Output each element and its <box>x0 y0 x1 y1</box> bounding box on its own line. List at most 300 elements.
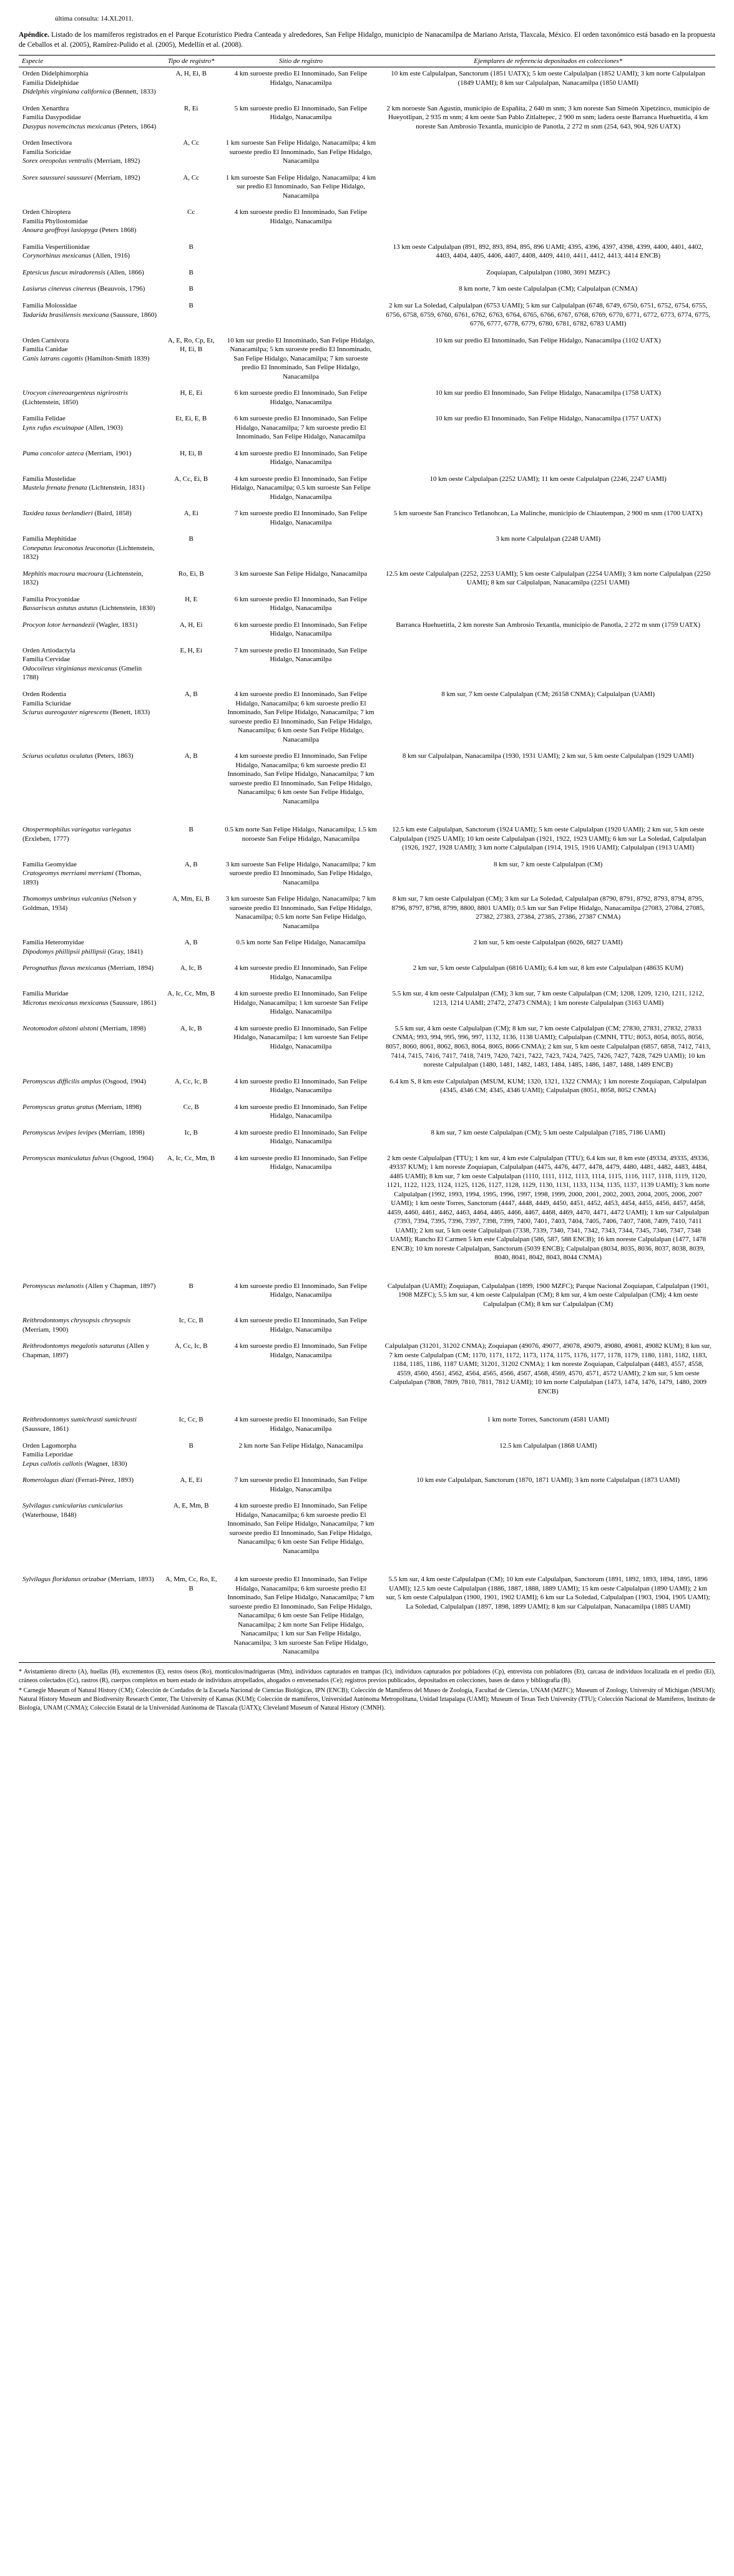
species-cell <box>19 858 162 893</box>
record-type-cell: A, Ic, Cc, Mm, B <box>167 1154 215 1162</box>
scientific-name: Didelphis virginiana californica <box>22 88 111 96</box>
species-record-row <box>19 1268 715 1315</box>
species-record-row <box>19 1340 715 1402</box>
species-record-row <box>19 137 715 172</box>
taxon-group-label: Familia Vespertilionidae <box>22 243 90 251</box>
species-name: Anoura geoffroyi lasiopyga (Peters 1868) <box>22 226 137 235</box>
species-record-row <box>19 1022 715 1075</box>
species-record-row <box>19 1152 715 1268</box>
col-header-sitio-de-registro: Sitio de registro <box>221 56 381 67</box>
taxon-group-label: Familia Mephitidae <box>22 535 77 543</box>
scientific-name: Microtus mexicanus mexicanus <box>22 999 109 1007</box>
species-name: Lynx rufus escuinapae (Allen, 1903) <box>22 424 123 432</box>
site-cell: 4 km suroeste predio El Innominado, San Felipe Hidalgo, Nanacamilpa <box>234 1077 368 1095</box>
species-cell <box>19 1126 162 1152</box>
record-type-cell: A, B <box>184 860 198 868</box>
scientific-name: Cratogeomys merriami merriami <box>22 869 114 878</box>
species-cell <box>19 299 162 334</box>
scientific-name: Perognathus flavus mexicanus <box>22 964 107 972</box>
specimens-cell <box>381 644 715 688</box>
species-name: Cratogeomys merriami merriami (Thomas, 1893) <box>22 869 142 886</box>
specimens-cell: 2 km oeste Calpulalpan (TTU); 1 km sur, 4 km este Calpulalpan (TTU); 6.4 km sur, 8 km este (49334, 49335, 49336, 49337 KUM); 1 km noreste Zoquiapan, Calpulalpan (4475, 4476, 4477, 4478, 4479, 4480, 4481, 4482, 4483, 4484, 4485 UAMI); 8 km sur, 7 km oeste Calpulalpan (1110, 1111, 1112, 1113, 1114, 1115, 1116, 1117, 1118, 1119, 1120, 1121, 1122, 1123, 1124, 1125, 1126, 1127, 1128, 1129, 1130, 1131, 1133, 1134, 1135, 1137, 1139 UAMI); 3 km norte Calpulalpan (1992, 1993, 1994, 1995, 1996, 1997, 1998, 1999, 2000, 2001, 2002, 2003, 2004, 2005, 2006, 2007 UAMI); 1 km oeste Torres, Sanctorum (4447, 4448, 4449, 4450, 4451, 4452, 4453, 4454, 4455, 4456, 4457, 4458, 4459, 4460, 4461, 4462, 4463, 4464, 4465, 4466, 4467, 4468, 4469, 4470, 4471, 4472 UAMI); 1 km sur Calpulalpan (7393, 7394, 7395, 7396, 7397, 7398, 7399, 7400, 7401, 7403, 7404, 7405, 7406, 7407, 7408, 7409, 7410, 7411 UAMI); 2 km sur, 5 km oeste Calpulalpan (7338, 7339, 7340, 7341, 7342, 7343, 7344, 7345, 7346, 7347, 7348 UAMI); Rancho El Carmen 5 km este Calpulalpan (586, 587, 588 ENCB); 16 km noreste Calpulalpan (1477, 1478 ENCB); 10 km noreste Calpulalpan, Sanctorum (5039 ENCB); Calpulalpan (8034, 8035, 8036, 8037, 8038, 8039, 8040, 8041, 8042, 8043, 8044 CNMA) <box>386 1154 710 1262</box>
species-name: Bassariscus astutus astutus (Lichtenstein, 1830) <box>22 604 155 613</box>
record-type-cell: Cc <box>187 208 195 216</box>
specimens-cell: 12.5 km oeste Calpulalpan (2252, 2253 UAMI); 5 km oeste Calpulalpan (2254 UAMI); 3 km norte Calpulalpan (2250 UAMI); 8 km sur Calpulalpan, Nanacamilpa (2251 UAMI) <box>386 569 711 587</box>
taxon-group-label: Familia Phyllostomidae <box>22 217 88 225</box>
species-name: Neotomodon alstoni alstoni (Merriam, 1898) <box>22 1024 146 1032</box>
site-cell: 4 km suroeste predio El Innominado, San Felipe Hidalgo, Nanacamilpa <box>234 208 368 225</box>
record-type-cell: A, Mm, Cc, Ro, E, B <box>165 1576 217 1592</box>
species-name: Dipodomys phillipsii phillipsii (Gray, 1841) <box>22 947 143 956</box>
specimens-cell: Zoquiapan, Calpulalpan (1080, 3691 MZFC) <box>486 268 610 276</box>
species-name: Perognathus flavus mexicanus (Merriam, 1894) <box>22 964 154 972</box>
mammal-records-table <box>19 55 715 1663</box>
specimens-cell: 10 km este Calpulalpan, Sanctorum (1851 UATX); 5 km oeste Calpulalpan (1852 UAMI); 3 km norte Calpulalpan (1849 UAMI); 8 km sur Calpulalpan, Nanacamilpa (1850 UAMI) <box>391 70 706 87</box>
taxon-group-label: Orden Insectivora <box>22 139 72 147</box>
species-record-row <box>19 593 715 619</box>
site-cell: 4 km suroeste predio El Innominado, San Felipe Hidalgo, Nanacamilpa <box>234 1128 368 1146</box>
record-type-cell: B <box>188 535 193 543</box>
table-body <box>19 67 715 1663</box>
species-record-row <box>19 67 715 102</box>
appendix-caption-label: Apéndice. <box>19 31 49 39</box>
site-cell <box>221 533 381 568</box>
specimens-cell: 5.5 km sur, 4 km oeste Calpulalpan (CM); 3 km sur, 7 km oeste Calpulalpan (CM; 1208, 1209, 1210, 1211, 1212, 1213, 1214 UAMI; 27472, 27473 CNMA); 1 km noreste Calpulalpan (3163 UAMI) <box>392 990 704 1007</box>
species-name: Otospermophilus variegatus variegatus (Erxleben, 1777) <box>22 826 132 843</box>
scientific-name: Peromyscus maniculatus fulvus <box>22 1154 109 1162</box>
specimens-cell <box>381 172 715 206</box>
species-name: Corynorhinus mexicanus (Allen, 1916) <box>22 252 130 260</box>
scientific-name: Otospermophilus variegatus variegatus <box>22 826 132 834</box>
appendix-caption-text: Listado de los mamíferos registrados en el Parque Ecoturístico Piedra Canteada y alrededores, San Felipe Hidalgo, municipio de Nanacamilpa de Mariano Arista, Tlaxcala, México. El orden taxonómico está basado en la propuesta de Ceballos et al. (2005), Ramírez-Pulido et al. (2005), Medellín et al. (2008). <box>19 31 715 49</box>
species-name: Lasiurus cinereus cinereus (Beauvois, 1796) <box>22 285 145 293</box>
site-cell: 0.5 km norte San Felipe Hidalgo, Nanacamilpa; 1.5 km noroeste San Felipe Hidalgo, Nanacamilpa <box>225 826 377 843</box>
species-cell <box>19 1022 162 1075</box>
taxon-group-label: Familia Sciuridae <box>22 699 71 707</box>
record-type-cell: A, Ei <box>184 510 198 518</box>
scientific-name: Mephitis macroura macroura <box>22 569 104 578</box>
taxon-group-label: Familia Cervidae <box>22 656 71 664</box>
species-name: Reithrodontomys megalotis saturatus (Allen y Chapman, 1897) <box>22 1342 150 1359</box>
site-cell: 4 km suroeste predio El Innominado, San Felipe Hidalgo, Nanacamilpa; 0.5 km suroeste San Felipe Hidalgo, Nanacamilpa <box>231 475 371 501</box>
species-record-row <box>19 241 715 266</box>
site-cell: 5 km suroeste predio El Innominado, San Felipe Hidalgo, Nanacamilpa <box>234 104 368 122</box>
species-cell <box>19 644 162 688</box>
species-record-row <box>19 172 715 206</box>
record-type-cell: Ro, Ei, B <box>178 569 204 578</box>
site-cell: 6 km suroeste predio El Innominado, San Felipe Hidalgo, Nanacamilpa <box>234 389 368 406</box>
site-cell: 4 km suroeste predio El Innominado, San Felipe Hidalgo, Nanacamilpa; 6 km suroeste predio El Innominado, San Felipe Hidalgo, Nanacamilpa; 7 km suroeste predio El Innominado, San Felipe Hidalgo, Nanacamilpa; 6 km oeste San Felipe Hidalgo, Nanacamilpa <box>227 690 374 743</box>
species-record-row <box>19 893 715 936</box>
species-cell <box>19 1474 162 1499</box>
specimens-cell: 10 km sur predio El Innominado, San Felipe Hidalgo, Nanacamilpa (1757 UATX) <box>435 415 661 423</box>
specimens-cell: 5 km suroeste San Francisco Tetlanohcan, La Malinche, municipio de Chiautempan, 2 900 m snm (1700 UATX) <box>393 510 703 518</box>
species-name: Romerolagus diazi (Ferrari-Pérez, 1893) <box>22 1476 134 1484</box>
species-record-row <box>19 387 715 412</box>
specimens-cell <box>381 206 715 241</box>
species-name: Sylvilagus cunicularius cunicularius (Waterhouse, 1848) <box>22 1502 123 1519</box>
site-cell: 4 km suroeste predio El Innominado, San Felipe Hidalgo, Nanacamilpa; 1 km suroeste San Felipe Hidalgo, Nanacamilpa <box>233 990 368 1016</box>
scientific-name: Corynorhinus mexicanus <box>22 252 92 260</box>
taxon-group-label: Familia Molossidae <box>22 301 77 309</box>
site-cell: 7 km suroeste predio El Innominado, San Felipe Hidalgo, Nanacamilpa <box>234 510 368 526</box>
table-header-row <box>19 56 715 67</box>
species-cell <box>19 102 162 137</box>
species-record-row <box>19 1440 715 1474</box>
species-record-row <box>19 447 715 473</box>
specimens-cell <box>381 447 715 473</box>
species-cell <box>19 533 162 568</box>
specimens-cell: 10 km sur predio El Innominado, San Felipe Hidalgo, Nanacamilpa (1758 UATX) <box>435 389 661 397</box>
specimens-cell: 10 km sur predio El Innominado, San Felipe Hidalgo, Nanacamilpa (1102 UATX) <box>435 336 661 344</box>
species-name: Taxidea taxus berlandieri (Baird, 1858) <box>22 510 132 518</box>
site-cell: 4 km suroeste predio El Innominado, San Felipe Hidalgo, Nanacamilpa; 6 km suroeste predio El Innominado, San Felipe Hidalgo, Nanacamilpa; 7 km suroeste predio El Innominado, San Felipe Hidalgo, Nanacamilpa; 6 km oeste San Felipe Hidalgo, Nanacamilpa <box>227 1502 374 1555</box>
species-cell <box>19 283 162 299</box>
scientific-name: Anoura geoffroyi lasiopyga <box>22 226 98 235</box>
record-type-cell: H, Ei, B <box>180 449 203 457</box>
scientific-name: Peromyscus melanotis <box>22 1282 84 1290</box>
species-name: Peromyscus maniculatus fulvus (Osgood, 1904) <box>22 1154 154 1162</box>
record-type-cell: A, Cc, Ei, B <box>174 475 208 483</box>
scientific-name: Reithrodontomys chrysopsis chrysopsis <box>22 1317 131 1325</box>
species-record-row <box>19 1499 715 1561</box>
specimens-cell: 8 km sur, 7 km oeste Calpulalpan (CM; 26158 CNMA); Calpulalpan (UAMI) <box>441 690 655 698</box>
scientific-name: Mustela frenata frenata <box>22 484 87 492</box>
record-type-cell: B <box>188 301 193 309</box>
record-type-cell: Ic, Cc, B <box>179 1317 203 1325</box>
species-record-row <box>19 1314 715 1340</box>
site-cell: 4 km suroeste predio El Innominado, San Felipe Hidalgo, Nanacamilpa <box>234 964 368 981</box>
site-cell: 6 km suroeste predio El Innominado, San Felipe Hidalgo, Nanacamilpa <box>234 621 368 638</box>
site-cell <box>221 266 381 283</box>
scientific-name: Puma concolor azteca <box>22 449 84 457</box>
species-name: Didelphis virginiana californica (Bennett, 1833) <box>22 88 156 96</box>
species-record-row <box>19 206 715 241</box>
site-cell <box>221 299 381 334</box>
species-cell <box>19 241 162 266</box>
taxon-group-label: Familia Soricidae <box>22 148 71 156</box>
taxon-group-label: Familia Canidae <box>22 346 68 354</box>
species-name: Eptesicus fuscus miradorensis (Allen, 1866) <box>22 268 144 276</box>
scientific-name: Peromyscus levipes levipes <box>22 1128 97 1136</box>
site-cell: 4 km suroeste predio El Innominado, San Felipe Hidalgo, Nanacamilpa <box>234 1154 368 1171</box>
species-record-row <box>19 1075 715 1101</box>
specimens-cell <box>381 1314 715 1340</box>
footnote-collections: * Carnegie Museum of Natural History (CM); Colección de Cordados de la Escuela Nacional de Ciencias Biológicas, IPN (ENCB); Colección de Mamíferos del Museo de Zoología, Facultad de Ciencias, UNAM (MZFC); Museum of Zoology, University of Michigan (MSUM); Natural History Museum and Biodiversity Research Center, The University of Kansas (KUM); Colección de mamíferos, Universidad Autónoma Metropolitana, Unidad Iztapalapa (UAMI); Museum of Texas Tech University (TTU); Colección Nacional de Mamíferos, Instituto de Biología, UNAM (CNMA); Colección Estatal de la Universidad Autónoma de Tlaxcala (UATX); Cleveland Museum of Natural History (CMNH). <box>19 1687 715 1712</box>
record-type-cell: A, B <box>184 752 198 760</box>
species-cell <box>19 811 162 858</box>
record-type-cell: A, Ic, B <box>180 964 202 972</box>
species-name: Sorex oreopolus ventralis (Merriam, 1892) <box>22 157 140 165</box>
specimens-cell: 3 km norte Calpulalpan (2248 UAMI) <box>496 535 600 543</box>
specimens-cell: 5.5 km sur, 4 km oeste Calpulalpan (CM); 8 km sur, 7 km oeste Calpulalpan (CM; 27830, 27831, 27832, 27833 CNMA; 993, 994, 995, 996, 997, 1132, 1136, 1138 UAMI); Calpulalpan (CMNH, TTU; 8053, 8054, 8055, 8056, 8057, 8060, 8061, 8062, 8063, 8064, 8065, 8066 CNMA); 2 km sur, 5 km oeste Calpulalpan (6857, 6858, 7412, 7413, 7414, 7415, 7416, 7417, 7418, 7419, 7420, 7421, 7422, 7423, 7424, 7425, 7426, 7427, 7428, 7429 UAMI); 10 km noreste Calpulalpan (1480, 1481, 1482, 1483, 1484, 1485, 1486, 1487, 1488, 1489 ENCB) <box>385 1024 711 1069</box>
scientific-name: Dipodomys phillipsii phillipsii <box>22 947 106 956</box>
record-type-cell: Et, Ei, E, B <box>175 415 207 423</box>
species-cell <box>19 1314 162 1340</box>
species-record-row <box>19 412 715 447</box>
site-cell: 10 km sur predio El Innominado, San Felipe Hidalgo, Nanacamilpa; 5 km suroeste predio El Innominado, San Felipe Hidalgo, Nanacamilpa; 7 km suroeste predio El Innominado, San Felipe Hidalgo, Nanacamilpa <box>227 336 375 380</box>
site-cell: 0.5 km norte San Felipe Hidalgo, Nanacamilpa <box>236 939 366 947</box>
record-type-cell: A, B <box>184 690 198 698</box>
record-type-cell: R, Ei <box>184 104 198 112</box>
scientific-name: Thomomys umbrinus vulcanius <box>22 895 108 903</box>
specimens-cell: 12.5 km este Calpulalpan, Sanctorum (1924 UAMI); 5 km oeste Calpulalpan (1920 UAMI); 2 km sur, 5 km oeste Calpulalpan (1925 UAMI); 10 km oeste Calpulalpan (1921, 1922, 1923 UAMI); 6 km sur La Soledad, Calpulalpan (1926, 1927, 1928 UAMI); 3 km norte Calpulalpan (1914, 1915, 1916 UAMI); Calpulalpan (1913 UAMI) <box>389 826 707 852</box>
scientific-name: Neotomodon alstoni alstoni <box>22 1024 99 1032</box>
record-type-cell: A, Mm, Ei, B <box>172 895 210 903</box>
species-cell <box>19 1561 162 1662</box>
species-name: Lepus callotis callotis (Wagner, 1830) <box>22 1460 127 1468</box>
scientific-name: Conepatus leuconotus leuconotus <box>22 544 115 552</box>
site-cell: 7 km suroeste predio El Innominado, San Felipe Hidalgo, Nanacamilpa <box>234 1476 368 1493</box>
species-cell <box>19 688 162 750</box>
site-cell: 3 km suroeste San Felipe Hidalgo, Nanacamilpa; 7 km suroeste predio El Innominado, San Felipe Hidalgo, Nanacamilpa; 0.5 km norte San Felipe Hidalgo, Nanacamilpa <box>225 895 376 930</box>
species-record-row <box>19 1561 715 1662</box>
species-name: Procyon lotor hernandezii (Wagler, 1831) <box>22 621 138 629</box>
species-record-row <box>19 1474 715 1499</box>
site-cell: 4 km suroeste predio El Innominado, San Felipe Hidalgo, Nanacamilpa <box>234 1282 368 1299</box>
taxon-group-label: Orden Lagomorpha <box>22 1441 77 1450</box>
species-cell <box>19 387 162 412</box>
site-cell: 4 km suroeste predio El Innominado, San Felipe Hidalgo, Nanacamilpa <box>234 70 368 87</box>
species-cell <box>19 67 162 102</box>
scientific-name: Reithrodontomys megalotis saturatus <box>22 1342 125 1350</box>
species-cell <box>19 507 162 533</box>
specimens-cell: 2 km sur, 5 km oeste Calpulalpan (6816 UAMI); 6.4 km sur, 8 km este Calpulalpan (48635 KUM) <box>413 964 683 972</box>
species-cell <box>19 137 162 172</box>
species-record-row <box>19 858 715 893</box>
species-cell <box>19 1268 162 1315</box>
record-type-cell: B <box>188 285 193 293</box>
species-cell <box>19 1075 162 1101</box>
scientific-name: Lepus callotis callotis <box>22 1460 83 1468</box>
taxon-group-label: Familia Mustelidae <box>22 475 76 483</box>
species-name: Reithrodontomys chrysopsis chrysopsis (Merriam, 1900) <box>22 1317 131 1334</box>
species-record-row <box>19 1402 715 1439</box>
specimens-cell: 5.5 km sur, 4 km oeste Calpulalpan (CM); 10 km este Calpulalpan, Sanctorum (1891, 1892, 1893, 1894, 1895, 1896 UAMI); 12.5 km oeste Calpulalpan (1886, 1887, 1888, 1889 UAMI); 15 km oeste Calpulalpan (1890 UAMI); 2 km sur, 5 km oeste Calpulalpan (1900, 1901, 1902 UAMI); 6 km sur La Soledad, Calpulalpan (1903, 1904, 1905 UAMI); La Soledad, Calpulalpan (1897, 1898, 1899 UAMI); 8 km sur Calpulalpan, Nanacamilpa (1885 UAMI) <box>386 1576 710 1610</box>
col-header-tipo-de-registro: Tipo de registro* <box>162 56 221 67</box>
site-cell: 4 km suroeste predio El Innominado, San Felipe Hidalgo, Nanacamilpa; 6 km suroeste predio El Innominado, San Felipe Hidalgo, Nanacamilpa; 7 km suroeste predio El Innominado, San Felipe Hidalgo, Nanacamilpa; 6 km oeste San Felipe Hidalgo, Nanacamilpa; 2 km norte San Felipe Hidalgo, Nanacamilpa; 1 km sur San Felipe Hidalgo, Nanacamilpa; 3 km suroeste San Felipe Hidalgo, Nanacamilpa <box>227 1576 374 1656</box>
scientific-name: Peromyscus gratus gratus <box>22 1103 94 1111</box>
site-cell: 4 km suroeste predio El Innominado, San Felipe Hidalgo, Nanacamilpa <box>234 1103 368 1120</box>
specimens-cell: 2 km noroeste San Agustín, municipio de Españita, 2 640 m snm; 3 km noreste San Simeón Xipetzinco, municipio de Hueyotlipan, 2 935 m snm; 4 km oeste San Pablo Zitlaltepec, 2 900 m snm; ladera oeste Barranca Huehuetitla, 4 km noreste San Ambrosio Texantla, municipio de Panotla, 2 272 m snm (254, 643, 904, 926 UATX) <box>386 104 710 130</box>
scientific-name: Odocoileus virginianus mexicanus <box>22 664 117 672</box>
site-cell: 4 km suroeste predio El Innominado, San Felipe Hidalgo, Nanacamilpa <box>234 1317 368 1334</box>
record-type-cell: B <box>188 826 193 834</box>
specimens-cell: 8 km sur, 7 km oeste Calpulalpan (CM) <box>493 860 603 868</box>
species-name: Sciurus aureogaster nigrescens (Benett, 1833) <box>22 709 150 717</box>
species-name: Sciurus oculatus oculatus (Peters, 1863) <box>22 752 134 760</box>
scientific-name: Peromyscus difficilis amplus <box>22 1077 102 1085</box>
record-type-cell: A, Ic, Cc, Mm, B <box>167 990 215 998</box>
appendix-caption <box>19 30 715 50</box>
species-record-row <box>19 102 715 137</box>
record-type-cell: Ic, B <box>184 1128 198 1136</box>
record-type-cell: Cc, B <box>183 1103 199 1111</box>
record-type-cell: A, H, Ei <box>179 621 203 629</box>
record-type-cell: A, E, Ei <box>180 1476 202 1484</box>
taxon-group-label: Familia Leporidae <box>22 1451 73 1459</box>
specimens-cell: 10 km oeste Calpulalpan (2252 UAMI); 11 km oeste Calpulalpan (2246, 2247 UAMI) <box>429 475 667 483</box>
specimens-cell: Calpulalpan (UAMI); Zoquiapan, Calpulalpan (1899, 1900 MZFC); Parque Nacional Zoquiapan, Calpulalpan (1901, 1908 MZFC); 5.5 km sur, 4 km oeste Calpulalpan (CM); 8 km sur, 4 km oeste Calpulalpan (CM); 4 km oeste Calpulalpan (CM); 8 km sur Calpulalpan (CM) <box>387 1282 709 1308</box>
specimens-cell: Barranca Huehuetitla, 2 km noreste San Ambrosio Texantla, municipio de Panotla, 2 272 m snm (1759 UATX) <box>396 621 700 629</box>
species-record-row <box>19 507 715 533</box>
specimens-cell: 13 km oeste Calpulalpan (891, 892, 893, 894, 895, 896 UAMI; 4395, 4396, 4397, 4398, 4399, 4400, 4401, 4402, 4403, 4404, 4405, 4406, 4407, 4408, 4409, 4410, 4411, 4412, 4413, 4414 ENCB) <box>393 243 703 260</box>
site-cell: 4 km suroeste predio El Innominado, San Felipe Hidalgo, Nanacamilpa; 6 km suroeste predio El Innominado, San Felipe Hidalgo, Nanacamilpa; 7 km suroeste predio El Innominado, San Felipe Hidalgo, Nanacamilpa; 6 km oeste San Felipe Hidalgo, Nanacamilpa <box>227 752 374 805</box>
species-name: Peromyscus melanotis (Allen y Chapman, 1897) <box>22 1282 156 1290</box>
record-type-cell: B <box>188 268 193 276</box>
species-cell <box>19 568 162 593</box>
scientific-name: Sorex saussurei saussurei <box>22 173 93 182</box>
scientific-name: Tadarida brasiliensis mexicana <box>22 311 109 319</box>
scientific-name: Lasiurus cinereus cinereus <box>22 285 96 293</box>
species-cell <box>19 206 162 241</box>
taxon-group-label: Orden Artiodactyla <box>22 646 76 654</box>
species-name: Peromyscus gratus gratus (Merriam, 1898) <box>22 1103 142 1111</box>
record-type-cell: H, E <box>185 595 198 603</box>
species-record-row <box>19 473 715 508</box>
record-type-cell: A, Cc <box>183 173 200 182</box>
record-type-cell: E, H, Ei <box>180 646 202 654</box>
record-type-cell: A, Cc, Ic, B <box>174 1077 208 1085</box>
species-record-row <box>19 811 715 858</box>
taxon-group-label: Orden Didelphimorphia <box>22 70 89 78</box>
species-record-row <box>19 987 715 1022</box>
scientific-name: Romerolagus diazi <box>22 1476 74 1484</box>
species-name: Mustela frenata frenata (Lichtenstein, 1831) <box>22 484 145 492</box>
species-cell <box>19 334 162 387</box>
specimens-cell <box>381 137 715 172</box>
taxon-group-label: Familia Didelphidae <box>22 79 79 87</box>
record-type-cell: B <box>188 1441 193 1450</box>
scientific-name: Eptesicus fuscus miradorensis <box>22 268 105 276</box>
site-cell: 6 km suroeste predio El Innominado, San Felipe Hidalgo, Nanacamilpa; 7 km suroeste predio El Innominado, San Felipe Hidalgo, Nanacamilpa <box>234 415 368 441</box>
species-record-row <box>19 266 715 283</box>
site-cell: 1 km suroeste San Felipe Hidalgo, Nanacamilpa; 4 km sur predio El Innominado, San Felipe Hidalgo, Nanacamilpa <box>225 173 376 200</box>
specimens-cell: 2 km sur, 5 km oeste Calpulalpan (6026, 6827 UAMI) <box>473 939 623 947</box>
query-date-note: última consulta: 14.XI.2011. <box>55 15 134 22</box>
species-cell <box>19 936 162 962</box>
specimens-cell: 1 km norte Torres, Sanctorum (4581 UAMI) <box>487 1416 609 1424</box>
record-type-cell: A, B <box>184 939 198 947</box>
record-type-cell: A, H, Ei, B <box>175 70 207 78</box>
species-name: Microtus mexicanus mexicanus (Saussure, 1861) <box>22 999 157 1007</box>
species-name: Dasypus novemcinctus mexicanus (Peters, 1864) <box>22 122 157 130</box>
species-name: Reithrodontomys sumichrasti sumichrasti (Saussure, 1861) <box>22 1416 137 1433</box>
record-type-cell: Ic, Cc, B <box>179 1416 203 1424</box>
scientific-name: Procyon lotor hernandezii <box>22 621 95 629</box>
species-record-row <box>19 283 715 299</box>
site-cell: 3 km suroeste San Felipe Hidalgo, Nanacamilpa; 7 km suroeste predio El Innominado, San Felipe Hidalgo, Nanacamilpa <box>225 860 376 886</box>
species-cell <box>19 750 162 811</box>
scientific-name: Taxidea taxus berlandieri <box>22 510 93 518</box>
species-cell <box>19 593 162 619</box>
scientific-name: Sylvilagus cunicularius cunicularius <box>22 1502 123 1510</box>
scientific-name: Sylvilagus floridanus orizabae <box>22 1576 107 1584</box>
species-cell <box>19 412 162 447</box>
scientific-name: Sorex oreopolus ventralis <box>22 157 93 165</box>
specimens-cell: 8 km sur Calpulalpan, Nanacamilpa (1930, 1931 UAMI); 2 km sur, 5 km oeste Calpulalpan (1929 UAMI) <box>402 752 694 760</box>
species-cell <box>19 266 162 283</box>
site-cell: 4 km suroeste predio El Innominado, San Felipe Hidalgo, Nanacamilpa <box>234 449 368 467</box>
species-record-row <box>19 1101 715 1126</box>
species-cell <box>19 893 162 936</box>
species-record-row <box>19 644 715 688</box>
record-type-cell: A, Cc <box>183 139 200 147</box>
record-type-cell: A, Cc, Ic, B <box>174 1342 208 1350</box>
species-cell <box>19 447 162 473</box>
specimens-cell: 8 km sur, 7 km oeste Calpulalpan (CM); 3 km sur La Soledad, Calpulalpan (8790, 8791, 8792, 8793, 8794, 8795, 8796, 8797, 8798, 8799, 8800, 8801 UAMI); 0.5 km sur San Felipe Hidalgo, Nanacamilpa (27083, 27084, 27085, 27382, 27383, 27384, 27385, 27386, 27387 CNMA) <box>391 895 705 921</box>
species-name: Tadarida brasiliensis mexicana (Saussure, 1860) <box>22 311 157 319</box>
species-record-row <box>19 568 715 593</box>
species-record-row <box>19 688 715 750</box>
taxon-group-label: Orden Carnivora <box>22 336 69 344</box>
site-cell: 7 km suroeste predio El Innominado, San Felipe Hidalgo, Nanacamilpa <box>234 646 368 664</box>
specimens-cell <box>381 1499 715 1561</box>
species-name: Puma concolor azteca (Merriam, 1901) <box>22 449 132 457</box>
taxon-group-label: Orden Xenarthra <box>22 104 69 112</box>
specimens-cell: 10 km este Calpulalpan, Sanctorum (1870, 1871 UAMI); 3 km norte Calpulalpan (1873 UAMI) <box>416 1476 680 1484</box>
species-name: Peromyscus difficilis amplus (Osgood, 1904) <box>22 1077 146 1085</box>
species-record-row <box>19 533 715 568</box>
species-cell <box>19 1101 162 1126</box>
taxon-group-label: Familia Geomyidae <box>22 860 77 868</box>
site-cell: 2 km norte San Felipe Hidalgo, Nanacamilpa <box>238 1441 363 1450</box>
site-cell <box>221 283 381 299</box>
col-header-ejemplares: Ejemplares de referencia depositados en colecciones* <box>381 56 715 67</box>
site-cell: 4 km suroeste predio El Innominado, San Felipe Hidalgo, Nanacamilpa; 1 km suroeste San Felipe Hidalgo, Nanacamilpa <box>233 1024 368 1050</box>
col-header-especie: Especie <box>19 56 162 67</box>
taxon-group-label: Familia Dasypodidae <box>22 114 81 122</box>
species-name: Conepatus leuconotus leuconotus (Lichtenstein, 1832) <box>22 544 155 561</box>
specimens-cell <box>381 1101 715 1126</box>
taxon-group-label: Orden Rodentia <box>22 690 66 698</box>
footnotes <box>19 1668 715 1713</box>
species-record-row <box>19 936 715 962</box>
record-type-cell: A, E, Mm, B <box>173 1502 209 1510</box>
site-cell: 3 km suroeste San Felipe Hidalgo, Nanacamilpa <box>234 569 368 578</box>
record-type-cell: B <box>188 243 193 251</box>
species-record-row <box>19 962 715 987</box>
scientific-name: Sciurus aureogaster nigrescens <box>22 709 109 717</box>
species-name: Sorex saussurei saussurei (Merriam, 1892) <box>22 173 140 182</box>
scientific-name: Canis latrans cagottis <box>22 354 84 362</box>
site-cell: 4 km suroeste predio El Innominado, San Felipe Hidalgo, Nanacamilpa <box>234 1416 368 1433</box>
site-cell: 1 km suroeste San Felipe Hidalgo, Nanacamilpa; 4 km suroeste predio El Innominado, San Felipe Hidalgo, Nanacamilpa <box>225 139 376 165</box>
species-cell <box>19 1152 162 1268</box>
record-type-cell: A, Ic, B <box>180 1024 202 1032</box>
species-cell <box>19 619 162 644</box>
species-name: Thomomys umbrinus vulcanius (Nelson y Goldman, 1934) <box>22 895 137 912</box>
scientific-name: Dasypus novemcinctus mexicanus <box>22 122 116 130</box>
record-type-cell: A, E, Ro, Cp, Et, H, Ei, B <box>167 336 215 354</box>
species-cell <box>19 1440 162 1474</box>
specimens-cell: 6.4 km S, 8 km este Calpulalpan (MSUM, KUM; 1320, 1321, 1322 CNMA); 1 km noreste Zoquiapan, Calpulalpan (4345, 4346 CM; 4345, 4346 UAMI); Calpulalpan (8051, 8058, 8052 CNMA) <box>389 1077 707 1095</box>
taxon-group-label: Familia Heteromyidae <box>22 939 84 947</box>
species-name: Urocyon cinereoargenteus nigrirostris (Lichtenstein, 1850) <box>22 389 128 406</box>
record-type-cell: B <box>188 1282 193 1290</box>
scientific-name: Reithrodontomys sumichrasti sumichrasti <box>22 1416 137 1424</box>
specimens-cell: Calpulalpan (31201, 31202 CNMA); Zoquiapan (49076, 49077, 49078, 49079, 49080, 49081, 49082 KUM); 8 km sur, 7 km oeste Calpulalpan (CM; 1170, 1171, 1172, 1173, 1174, 1175, 1176, 1177, 1178, 1179, 1180, 1181, 1182, 1183, 1184, 1185, 1186, 1187 UAMI; 31201, 31202 CNMA); 1 km noreste Zoquiapan, Calpulalpan (4483, 4557, 4558, 4559, 4560, 4561, 4562, 4564, 4565, 4566, 4567, 4568, 4569, 4570, 4571, 4572 UAMI); 2 km sur, 5 km oeste Calpulalpan (7808, 7809, 7810, 7811, 7812 UAMI); 10 km norte Calpulalpan (1473, 1474, 1476, 1479, 1480, 2009 ENCB) <box>384 1342 712 1395</box>
site-cell: 4 km suroeste predio El Innominado, San Felipe Hidalgo, Nanacamilpa <box>234 1342 368 1359</box>
taxon-group-label: Familia Muridae <box>22 990 69 998</box>
site-cell <box>221 241 381 266</box>
species-record-row <box>19 299 715 334</box>
species-cell <box>19 1402 162 1439</box>
scientific-name: Sciurus oculatus oculatus <box>22 752 94 760</box>
species-name: Odocoileus virginianus mexicanus (Gmelin 1788) <box>22 664 142 682</box>
site-cell: 6 km suroeste predio El Innominado, San Felipe Hidalgo, Nanacamilpa <box>234 595 368 613</box>
species-record-row <box>19 619 715 644</box>
